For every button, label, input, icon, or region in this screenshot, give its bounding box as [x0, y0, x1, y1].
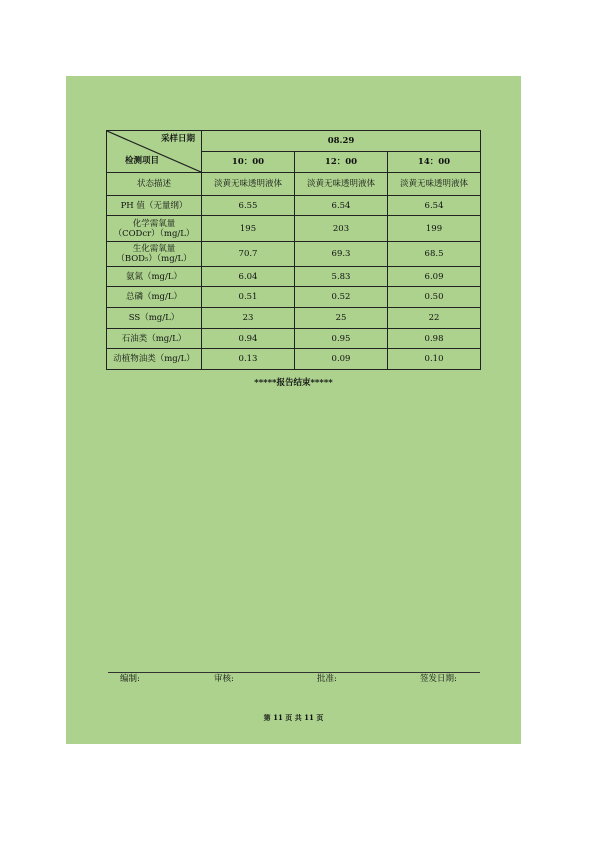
table-row [107, 287, 481, 308]
cell-value: 68.5 [388, 242, 481, 267]
row-label: 生化需氧量 （BOD₅）（mg/L） [107, 242, 202, 267]
cell-value: 6.09 [388, 267, 481, 287]
test-results-table [106, 130, 481, 370]
table-row [107, 196, 481, 216]
cell-value: 5.83 [295, 267, 388, 287]
table-row [107, 242, 481, 267]
cell-value: 0.94 [202, 329, 295, 349]
table-row [107, 329, 481, 349]
time-header: 14：00 [388, 152, 481, 173]
row-label: 状态描述 [107, 173, 202, 196]
diagonal-header-cell [107, 131, 202, 173]
time-header: 12：00 [295, 152, 388, 173]
cell-value: 0.98 [388, 329, 481, 349]
table-row [107, 349, 481, 370]
document-page [66, 76, 521, 744]
compiled-by-label: 编制: [120, 674, 140, 684]
cell-value: 0.52 [295, 287, 388, 308]
time-header: 10：00 [202, 152, 295, 173]
table-row [107, 308, 481, 329]
cell-value: 195 [202, 216, 295, 242]
cell-value: 70.7 [202, 242, 295, 267]
row-label: SS（mg/L） [107, 308, 202, 329]
cell-value: 0.09 [295, 349, 388, 370]
row-label: PH 值（无量纲） [107, 196, 202, 216]
cell-value: 6.55 [202, 196, 295, 216]
sampling-date-label: 采样日期 [160, 134, 195, 144]
issue-date-label: 签发日期: [420, 674, 457, 684]
row-label: 化学需氧量 （CODcr）（mg/L） [107, 216, 202, 242]
cell-value: 69.3 [295, 242, 388, 267]
cell-value: 203 [295, 216, 388, 242]
cell-value: 淡黄无味透明液体 [202, 173, 295, 196]
reviewed-by-label: 审核: [214, 674, 234, 684]
cell-value: 6.04 [202, 267, 295, 287]
row-label: 动植物油类（mg/L） [107, 349, 202, 370]
approved-by-label: 批准: [317, 674, 337, 684]
cell-value: 6.54 [295, 196, 388, 216]
table-row [107, 216, 481, 242]
cell-value: 6.54 [388, 196, 481, 216]
row-label: 总磷（mg/L） [107, 287, 202, 308]
table-row [107, 267, 481, 287]
cell-value: 0.51 [202, 287, 295, 308]
row-label: 氨氮（mg/L） [107, 267, 202, 287]
cell-value: 0.13 [202, 349, 295, 370]
cell-value: 25 [295, 308, 388, 329]
cell-value: 0.95 [295, 329, 388, 349]
page-number: 第 11 页 共 11 页 [263, 713, 324, 722]
cell-value: 0.10 [388, 349, 481, 370]
row-label: 石油类（mg/L） [107, 329, 202, 349]
cell-value: 淡黄无味透明液体 [388, 173, 481, 196]
table-row [107, 173, 481, 196]
cell-value: 淡黄无味透明液体 [295, 173, 388, 196]
test-item-label: 检测项目 [125, 156, 160, 166]
cell-value: 22 [388, 308, 481, 329]
cell-value: 0.50 [388, 287, 481, 308]
sampling-date: 08.29 [202, 131, 481, 152]
report-end-marker: *****报告结束***** [254, 378, 333, 388]
cell-value: 23 [202, 308, 295, 329]
cell-value: 199 [388, 216, 481, 242]
